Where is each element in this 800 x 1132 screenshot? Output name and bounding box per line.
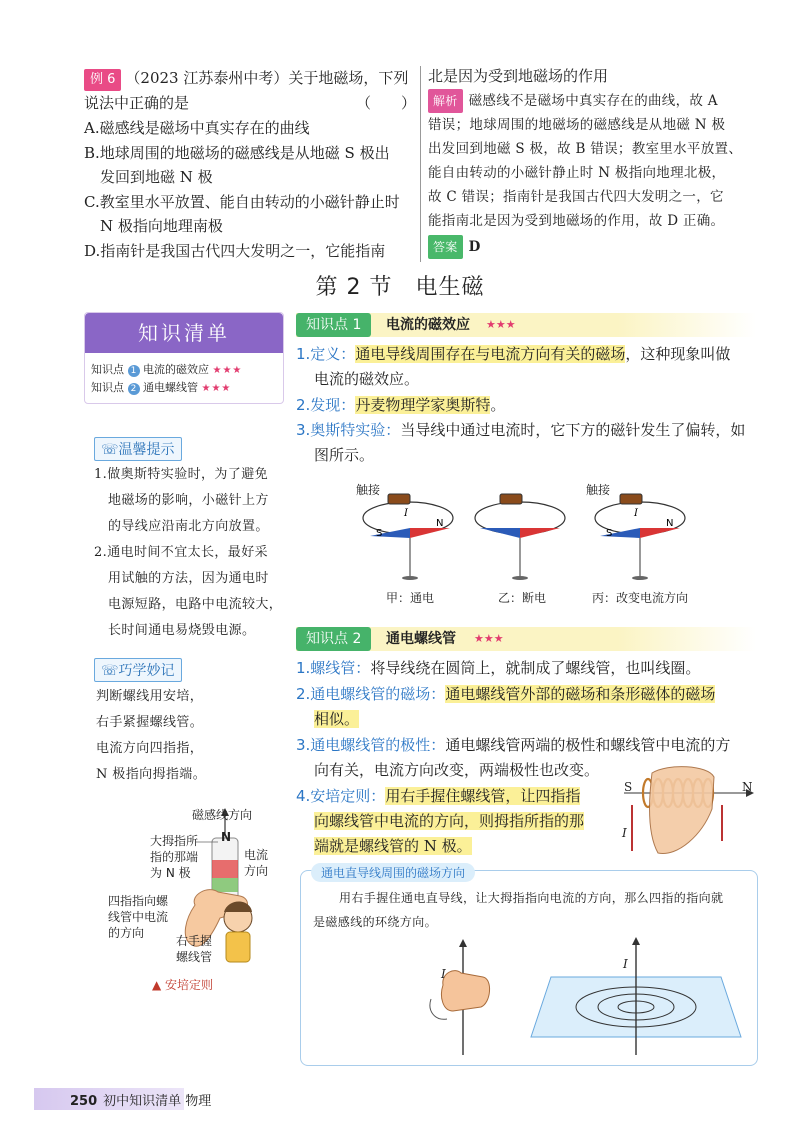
column-divider	[420, 66, 421, 262]
memo-tag: ☏巧学妙记	[94, 658, 182, 682]
straight-wire-figure	[421, 937, 751, 1057]
tip-line-2: 地磁场的影响，小磁针上方	[108, 493, 269, 508]
option-d-line2: 北是因为受到地磁场的作用	[428, 67, 609, 85]
svg-text:I: I	[634, 508, 638, 519]
tip-line-1: 1.做奥斯特实验时，为了避免	[94, 467, 269, 482]
analysis-line-1: 解析 磁感线不是磁场中真实存在的曲线，故 A	[428, 89, 718, 113]
battery-icon	[388, 494, 410, 504]
fig-touch-label-2: 触接	[586, 483, 611, 497]
option-b-line2: 发回到地磁 N 极	[100, 168, 213, 186]
kp1-title: 电流的磁效应	[386, 317, 470, 333]
fig-caption-b: 乙：断电	[498, 591, 547, 605]
tip-tag: ☏温馨提示	[94, 437, 182, 461]
tip-line-5: 用试触的方法，因为通电时	[108, 571, 269, 586]
kp2-line4-cont: 向螺线管中电流的方向，则拇指所指的那	[314, 812, 585, 830]
label-n-pole: N	[221, 830, 232, 844]
answer-value: D	[468, 239, 481, 255]
kp2-title: 通电螺线管	[386, 631, 456, 647]
tip-line-7: 长时间通电易烧毁电源。	[108, 623, 256, 638]
tip-line-4: 2.通电时间不宜太长，最好采	[94, 545, 269, 560]
example-question-line2: 说法中正确的是	[84, 94, 190, 112]
label-current-2: 方向	[244, 864, 269, 878]
fig-caption-c: 丙：改变电流方向	[592, 591, 689, 605]
option-c-line1: C.教室里水平放置、能自由转动的小磁针静止时	[84, 193, 400, 211]
number-badge-icon: 1	[128, 365, 140, 377]
label-thumb-2: 指的那端	[150, 850, 199, 864]
straight-wire-text-1: 用右手握住通电直导线，让大拇指指向电流的方向，那么四指的指向就	[339, 891, 724, 905]
analysis-line-2: 错误；地球周围的地磁场的磁感线是从地磁 N 极	[428, 117, 726, 133]
label-grip-1: 右手握	[176, 934, 213, 948]
fig-touch-label-1: 触接	[356, 483, 381, 497]
straight-wire-label-i1: I	[441, 967, 446, 981]
solenoid-figure	[618, 765, 758, 865]
kp2-line2: 2.通电螺线管的磁场：通电螺线管外部的磁场和条形磁体的磁场	[296, 685, 716, 703]
kp2-line1: 1.螺线管：将导线绕在圆筒上，就制成了螺线管，也叫线圈。	[296, 659, 701, 677]
option-d-line1: D.指南针是我国古代四大发明之一，它能指南	[84, 242, 386, 260]
kp1-tag: 知识点 1	[296, 313, 371, 337]
star-rating-icon: ★★★	[474, 632, 504, 645]
analysis-tag: 解析	[428, 89, 463, 113]
answer-blank: （ ）	[356, 94, 417, 112]
knowledge-card-item-1[interactable]: 知识点 1 电流的磁效应 ★★★	[91, 363, 243, 376]
ampere-caption: ▲ 安培定则	[152, 978, 214, 992]
star-rating-icon: ★★★	[201, 383, 232, 394]
option-b-line1: B.地球周围的地磁场的磁感线是从地磁 S 极出	[84, 144, 390, 162]
straight-wire-title: 通电直导线周围的磁场方向	[311, 863, 475, 882]
fig-caption-a: 甲：通电	[386, 591, 435, 605]
solenoid-label-s: S	[624, 780, 633, 794]
straight-wire-box	[300, 866, 758, 1066]
tip-icon: ☏	[101, 442, 119, 458]
kp1-discovery: 2.发现：丹麦物理学家奥斯特。	[296, 396, 506, 414]
label-fingers-1: 四指指向螺	[108, 894, 169, 908]
label-thumb-1: 大拇指所	[150, 834, 199, 848]
analysis-line-6: 能指南北是因为受到地磁场的作用，故 D 正确。	[428, 213, 725, 229]
page-number: 250	[70, 1094, 98, 1109]
analysis-line-5: 故 C 错误；指南针是我国古代四大发明之一，它	[428, 189, 724, 205]
knowledge-card	[84, 312, 284, 404]
svg-text:S: S	[376, 528, 383, 539]
kp1-definition-line2: 电流的磁效应。	[314, 370, 420, 388]
kp2-line3-cont: 向有关，电流方向改变，两端极性也改变。	[314, 761, 600, 779]
star-rating-icon: ★★★	[212, 365, 243, 376]
footer	[70, 1090, 211, 1109]
battery-icon	[500, 494, 522, 504]
oersted-panel-c	[595, 494, 685, 580]
knowledge-card-item-2[interactable]: 知识点 2 通电螺线管 ★★★	[91, 381, 232, 394]
solenoid-label-i: I	[622, 826, 627, 840]
kp2-line2-cont: 相似。	[314, 710, 360, 728]
child-figure-icon	[226, 932, 250, 962]
oersted-experiment-figure	[350, 476, 740, 586]
tip-line-6: 电源短路，电路中电流较大，	[108, 597, 283, 612]
analysis-line-4: 能自由转动的小磁针静止时 N 极指向地理北极，	[428, 165, 726, 181]
oersted-panel-a	[363, 494, 453, 580]
svg-text:N: N	[666, 518, 674, 529]
memo-line-4: N 极指向拇指端。	[96, 767, 207, 782]
memo-icon: ☏	[101, 663, 119, 679]
section-title: 第 2 节 电生磁	[315, 275, 485, 300]
tip-line-3: 的导线应沿南北方向放置。	[108, 519, 269, 534]
svg-text:N: N	[436, 518, 444, 529]
answer-line	[428, 235, 481, 259]
memo-line-1: 判断螺线用安培，	[96, 689, 204, 704]
oersted-panel-b	[475, 494, 565, 580]
kp1-header	[296, 313, 756, 337]
label-thumb-3: 为 N 极	[150, 866, 191, 880]
label-fingers-2: 线管中电流	[108, 910, 169, 924]
number-badge-icon: 2	[128, 383, 140, 395]
option-c-line2: N 极指向地理南极	[100, 217, 223, 235]
label-field-direction: 磁感线方向	[192, 808, 253, 822]
example-question-line1: 例 6 （2023 江苏泰州中考）关于地磁场，下列	[84, 68, 408, 91]
star-rating-icon: ★★★	[486, 318, 516, 331]
svg-text:S: S	[606, 528, 613, 539]
kp2-tag: 知识点 2	[296, 627, 371, 651]
battery-icon	[620, 494, 642, 504]
kp2-line3: 3.通电螺线管的极性：通电螺线管两端的极性和螺线管中电流的方	[296, 736, 731, 754]
kp1-definition: 1.定义：通电导线周围存在与电流方向有关的磁场，这种现象叫做	[296, 345, 731, 363]
kp2-line4: 4.安培定则：用右手握住螺线管，让四指指	[296, 787, 581, 805]
kp2-line4-cont2: 端就是螺线管的 N 极。	[314, 837, 472, 855]
svg-text:I: I	[404, 508, 408, 519]
option-a: A.磁感线是磁场中真实存在的曲线	[84, 119, 310, 137]
solenoid-label-n: N	[742, 780, 753, 794]
label-fingers-3: 的方向	[108, 926, 145, 940]
kp1-experiment-line2: 图所示。	[314, 446, 375, 464]
example-tag: 例 6	[84, 69, 121, 91]
label-grip-2: 螺线管	[176, 950, 213, 964]
kp2-header	[296, 627, 756, 651]
knowledge-card-title: 知识清单	[85, 313, 283, 353]
kp1-experiment: 3.奥斯特实验：当导线中通过电流时，它下方的磁针发生了偏转，如	[296, 421, 746, 439]
label-current-1: 电流	[244, 848, 269, 862]
analysis-line-3: 出发回到地磁 S 极，故 B 错误；教室里水平放置、	[428, 141, 743, 157]
hand-icon	[650, 767, 714, 854]
book-title: 初中知识清单 物理	[103, 1094, 212, 1109]
answer-tag: 答案	[428, 235, 463, 259]
memo-line-2: 右手紧握螺线管。	[96, 715, 204, 730]
hand-icon	[441, 971, 489, 1011]
straight-wire-text-2: 是磁感线的环绕方向。	[313, 915, 438, 929]
memo-line-3: 电流方向四指指，	[96, 741, 204, 756]
straight-wire-label-i2: I	[623, 957, 628, 971]
